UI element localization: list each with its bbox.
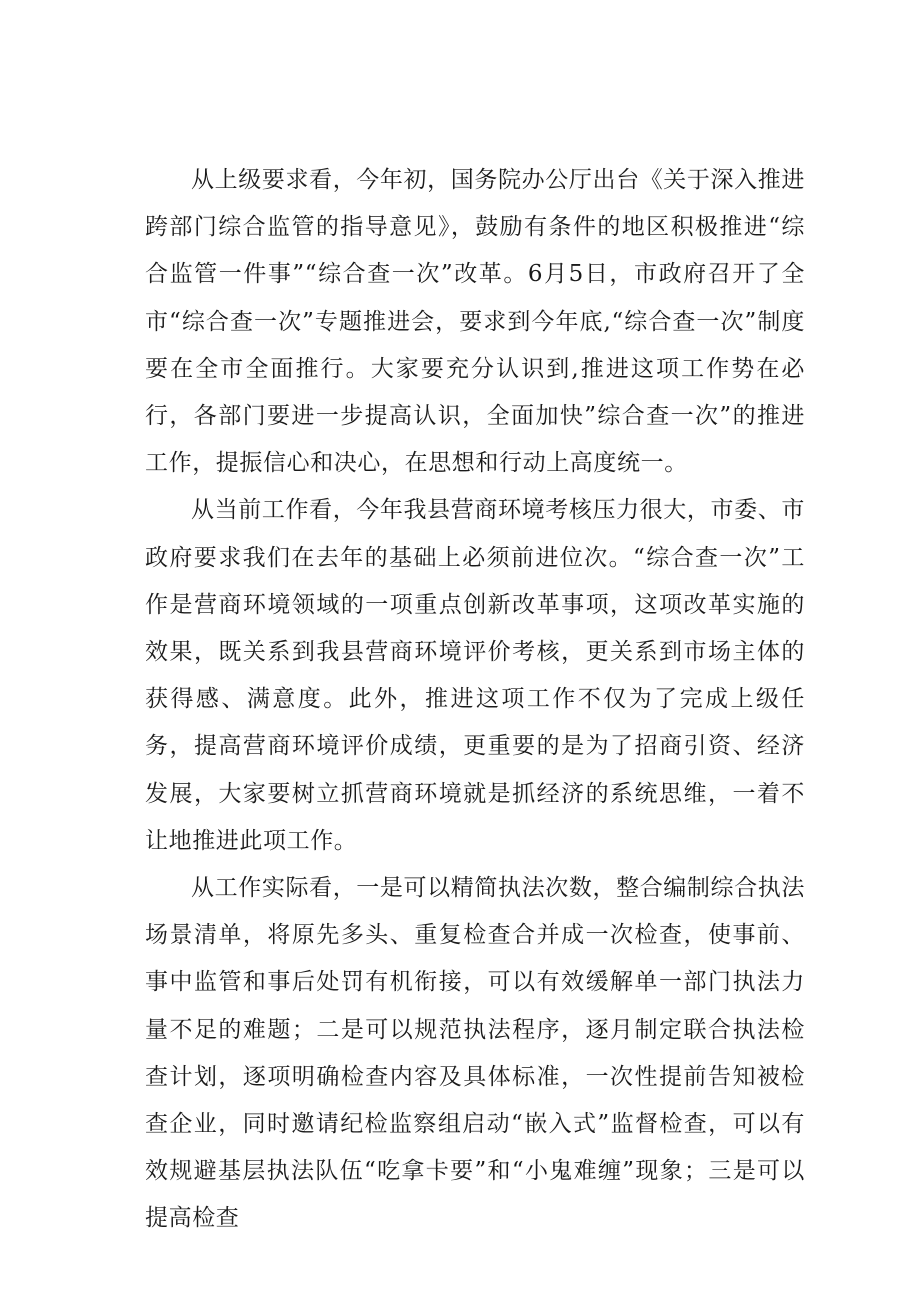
paragraph-superior-requirements: 从上级要求看，今年初，国务院办公厅出台《关于深入推进跨部门综合监管的指导意见》，鼓励有条件的地区积极推进“综合监管一件事”“综合查一次”改革。6月5日，市政府召开了全市“综合查一次”专题推进会，要求到今年底,“综合查一次”制度要在全市全面推行。大家要充分认识到,推进这项工作势在必行，各部门要进一步提高认识，全面加快”综合查一次”的推进工作，提振信心和决心，在思想和行动上高度统一。 <box>145 167 805 477</box>
paragraph-current-work: 从当前工作看，今年我县营商环境考核压力很大，市委、市政府要求我们在去年的基础上必须前进位次。“综合查一次”工作是营商环境领域的一项重点创新改革事项，这项改革实施的效果，既关系到我县营商环境评价考核，更关系到市场主体的获得感、满意度。此外，推进这项工作不仅为了完成上级任务，提高营商环境评价成绩，更重要的是为了招商引资、经济发展，大家要树立抓营商环境就是抓经济的系统思维，一着不让地推进此项工作。 <box>145 497 805 854</box>
document-body <box>145 157 805 1243</box>
paragraph-practical-work: 从工作实际看，一是可以精简执法次数，整合编制综合执法场景清单，将原先多头、重复检查合并成一次检查，使事前、事中监管和事后处罚有机衔接，可以有效缓解单一部门执法力量不足的难题；二是可以规范执法程序，逐月制定联合执法检查计划，逐项明确检查内容及具体标准，一次性提前告知被检查企业，同时邀请纪检监察组启动“嵌入式”监督检查，可以有效规避基层执法队伍“吃拿卡要”和“小鬼难缠”现象；三是可以提高检查 <box>145 875 805 1232</box>
